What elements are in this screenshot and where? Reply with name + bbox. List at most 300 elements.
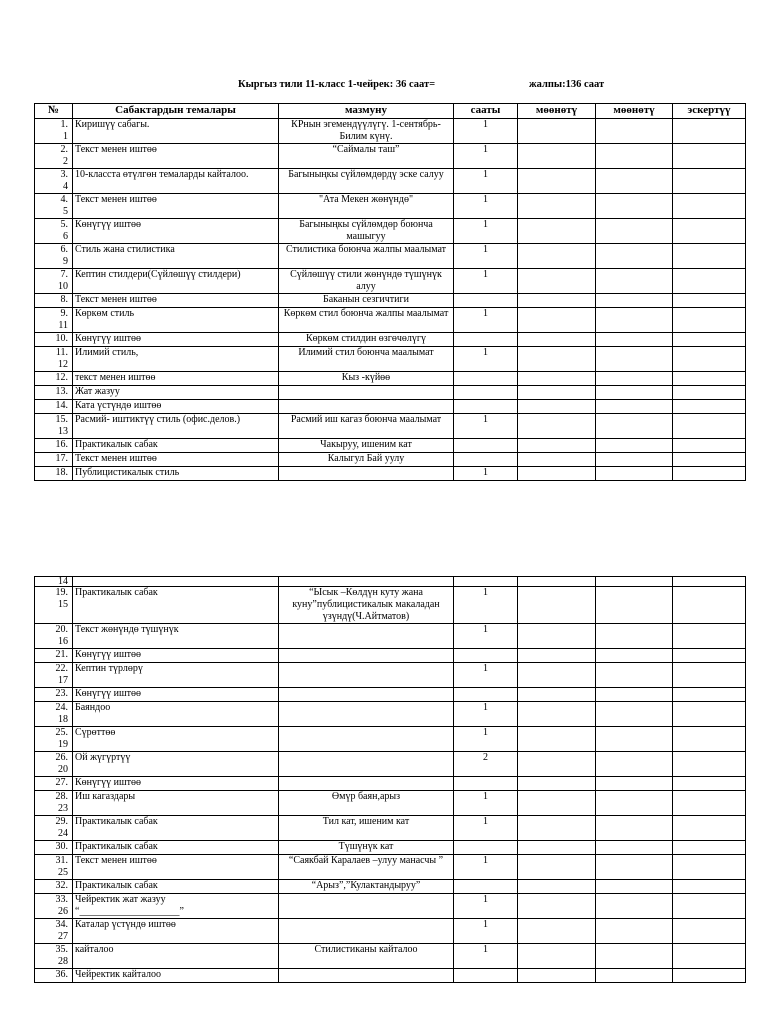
row-hours bbox=[454, 841, 518, 855]
table-row bbox=[35, 688, 746, 702]
row-number: 3. 4 bbox=[35, 169, 73, 194]
row-date-2 bbox=[596, 816, 673, 841]
row-topic: Практикалык сабак bbox=[73, 880, 279, 894]
row-date-1 bbox=[518, 791, 596, 816]
header-notes: эскертүү bbox=[673, 104, 746, 119]
row-content: Баканын сезгичтиги bbox=[279, 294, 454, 308]
header-hours: сааты bbox=[454, 104, 518, 119]
row-topic: Текст менен иштөө bbox=[73, 855, 279, 880]
row-hours: 1 bbox=[454, 219, 518, 244]
row-topic: Ката үстүндө иштөө bbox=[73, 400, 279, 414]
row-note bbox=[673, 752, 746, 777]
row-date-1 bbox=[518, 649, 596, 663]
row-note bbox=[673, 144, 746, 169]
row-note bbox=[673, 294, 746, 308]
row-note bbox=[673, 944, 746, 969]
row-hours bbox=[454, 688, 518, 702]
table-row bbox=[35, 372, 746, 386]
row-content bbox=[279, 919, 454, 944]
row-number: 15. 13 bbox=[35, 414, 73, 439]
row-date-1 bbox=[518, 663, 596, 688]
row-topic: Илимий стиль, bbox=[73, 347, 279, 372]
lesson-plan-table-page1 bbox=[34, 103, 746, 481]
row-content bbox=[279, 702, 454, 727]
row-topic: Кептин түрлөрү bbox=[73, 663, 279, 688]
row-number: 21. bbox=[35, 649, 73, 663]
table-row bbox=[35, 816, 746, 841]
table-row bbox=[35, 624, 746, 649]
row-date-1 bbox=[518, 347, 596, 372]
row-note bbox=[673, 372, 746, 386]
row-number: 16. bbox=[35, 439, 73, 453]
row-note bbox=[673, 649, 746, 663]
row-date-1 bbox=[518, 144, 596, 169]
row-date-1 bbox=[518, 919, 596, 944]
row-content: Калыгул Бай уулу bbox=[279, 453, 454, 467]
row-number: 1. 1 bbox=[35, 119, 73, 144]
row-date-1 bbox=[518, 219, 596, 244]
table-row bbox=[35, 649, 746, 663]
row-date-1 bbox=[518, 944, 596, 969]
row-date-2 bbox=[596, 269, 673, 294]
table-row bbox=[35, 777, 746, 791]
row-number: 20. 16 bbox=[35, 624, 73, 649]
row-note bbox=[673, 467, 746, 481]
row-date-2 bbox=[596, 727, 673, 752]
table-row bbox=[35, 194, 746, 219]
row-content bbox=[279, 386, 454, 400]
table-row bbox=[35, 841, 746, 855]
row-date-2 bbox=[596, 400, 673, 414]
row-topic: Текст менен иштөө bbox=[73, 453, 279, 467]
table-row bbox=[35, 855, 746, 880]
row-hours: 1 bbox=[454, 816, 518, 841]
table-row bbox=[35, 663, 746, 688]
row-date-2 bbox=[596, 777, 673, 791]
row-note bbox=[673, 414, 746, 439]
row-topic: Текст жөнүндө түшүнүк bbox=[73, 624, 279, 649]
row-hours: 1 bbox=[454, 791, 518, 816]
row-content bbox=[279, 663, 454, 688]
row-topic: Практикалык сабак bbox=[73, 587, 279, 624]
row-topic: Жат жазуу bbox=[73, 386, 279, 400]
header-date-1: мөөнөтү bbox=[518, 104, 596, 119]
row-date-2 bbox=[596, 194, 673, 219]
row-number: 18. bbox=[35, 467, 73, 481]
row-number: 22. 17 bbox=[35, 663, 73, 688]
row-topic: Көнүгүү иштөө bbox=[73, 777, 279, 791]
row-date-2 bbox=[596, 841, 673, 855]
row-date-1 bbox=[518, 453, 596, 467]
row-date-1 bbox=[518, 880, 596, 894]
row-number: 34. 27 bbox=[35, 919, 73, 944]
row-topic: Стиль жана стилистика bbox=[73, 244, 279, 269]
row-note bbox=[673, 791, 746, 816]
row-hours: 1 bbox=[454, 624, 518, 649]
row-note bbox=[673, 347, 746, 372]
row-hours bbox=[454, 453, 518, 467]
row-note bbox=[673, 169, 746, 194]
row-hours: 1 bbox=[454, 587, 518, 624]
row-content: Кыз -күйөө bbox=[279, 372, 454, 386]
row-note bbox=[673, 894, 746, 919]
row-note bbox=[673, 308, 746, 333]
row-date-1 bbox=[518, 816, 596, 841]
row-date-1 bbox=[518, 244, 596, 269]
table-row bbox=[35, 386, 746, 400]
table-row bbox=[35, 969, 746, 983]
table-row bbox=[35, 294, 746, 308]
row-content bbox=[279, 894, 454, 919]
row-hours: 1 bbox=[454, 144, 518, 169]
row-date-1 bbox=[518, 777, 596, 791]
row-date-2 bbox=[596, 453, 673, 467]
row-topic: 10-класста өтүлгөн темаларды кайталоо. bbox=[73, 169, 279, 194]
row-date-2 bbox=[596, 467, 673, 481]
row-date-1 bbox=[518, 400, 596, 414]
row-hours bbox=[454, 880, 518, 894]
row-date-2 bbox=[596, 969, 673, 983]
row-number: 5. 6 bbox=[35, 219, 73, 244]
row-content bbox=[279, 752, 454, 777]
row-hours: 2 bbox=[454, 752, 518, 777]
row-note bbox=[673, 119, 746, 144]
row-number: 9. 11 bbox=[35, 308, 73, 333]
table-row bbox=[35, 880, 746, 894]
header-date-2: мөөнөтү bbox=[596, 104, 673, 119]
row-date-2 bbox=[596, 791, 673, 816]
row-content bbox=[279, 969, 454, 983]
table-row bbox=[35, 727, 746, 752]
row-topic: Көркөм стиль bbox=[73, 308, 279, 333]
table-row bbox=[35, 144, 746, 169]
header-content: мазмуну bbox=[279, 104, 454, 119]
row-date-1 bbox=[518, 414, 596, 439]
table-row bbox=[35, 752, 746, 777]
row-date-2 bbox=[596, 219, 673, 244]
row-topic: Кептин стилдери(Сүйлөшүү стилдери) bbox=[73, 269, 279, 294]
row-date-2 bbox=[596, 587, 673, 624]
row-hours: 1 bbox=[454, 169, 518, 194]
row-content: Расмий иш кагаз боюнча маалымат bbox=[279, 414, 454, 439]
row-date-2 bbox=[596, 294, 673, 308]
row-hours: 1 bbox=[454, 347, 518, 372]
row-note bbox=[673, 969, 746, 983]
table-row bbox=[35, 400, 746, 414]
row-content bbox=[279, 688, 454, 702]
row-content: “Арыз”,”Кулактандыруу” bbox=[279, 880, 454, 894]
row-note bbox=[673, 663, 746, 688]
row-note bbox=[673, 269, 746, 294]
row-number: 14 bbox=[35, 577, 73, 587]
row-topic: Практикалык сабак bbox=[73, 816, 279, 841]
row-topic: Расмий- иштиктүү стиль (офис.делов.) bbox=[73, 414, 279, 439]
row-topic: Практикалык сабак bbox=[73, 439, 279, 453]
row-topic: Чейректик кайталоо bbox=[73, 969, 279, 983]
row-content: Стилистика боюнча жалпы маалымат bbox=[279, 244, 454, 269]
row-hours: 1 bbox=[454, 663, 518, 688]
row-number: 28. 23 bbox=[35, 791, 73, 816]
row-note bbox=[673, 439, 746, 453]
row-hours bbox=[454, 969, 518, 983]
row-topic: Көнүгүү иштөө bbox=[73, 333, 279, 347]
row-date-1 bbox=[518, 467, 596, 481]
row-hours: 1 bbox=[454, 702, 518, 727]
table-row bbox=[35, 308, 746, 333]
row-date-2 bbox=[596, 347, 673, 372]
row-topic: Көнүгүү иштөө bbox=[73, 219, 279, 244]
row-hours bbox=[454, 386, 518, 400]
row-number: 19. 15 bbox=[35, 587, 73, 624]
row-number: 36. bbox=[35, 969, 73, 983]
row-hours bbox=[454, 372, 518, 386]
row-date-2 bbox=[596, 894, 673, 919]
row-hours bbox=[454, 294, 518, 308]
row-date-1 bbox=[518, 841, 596, 855]
row-number: 10. bbox=[35, 333, 73, 347]
row-date-2 bbox=[596, 649, 673, 663]
table-row bbox=[35, 467, 746, 481]
table-row bbox=[35, 453, 746, 467]
row-date-1 bbox=[518, 439, 596, 453]
row-content: Илимий стил боюнча маалымат bbox=[279, 347, 454, 372]
row-content: Сүйлөшүү стили жөнүндө түшүнүк алуу bbox=[279, 269, 454, 294]
row-date-2 bbox=[596, 688, 673, 702]
row-topic: Сүрөттөө bbox=[73, 727, 279, 752]
row-date-2 bbox=[596, 144, 673, 169]
row-content bbox=[279, 577, 454, 587]
row-hours: 1 bbox=[454, 919, 518, 944]
row-note bbox=[673, 919, 746, 944]
row-date-2 bbox=[596, 663, 673, 688]
row-date-2 bbox=[596, 372, 673, 386]
row-content: КРнын эгемендүүлүгү. 1-сентябрь-Билим күнү. bbox=[279, 119, 454, 144]
row-content: Багыныңкы сүйлөмдөрдү эске салуу bbox=[279, 169, 454, 194]
row-date-1 bbox=[518, 372, 596, 386]
row-content: Чакыруу, ишеним кат bbox=[279, 439, 454, 453]
row-number: 14. bbox=[35, 400, 73, 414]
row-hours: 1 bbox=[454, 308, 518, 333]
row-hours: 1 bbox=[454, 269, 518, 294]
row-date-2 bbox=[596, 333, 673, 347]
title-quarter: Кыргыз тили 11-класс 1-чейрек: 36 саат= bbox=[238, 79, 436, 90]
row-hours: 1 bbox=[454, 467, 518, 481]
header-topics: Сабактардын темалары bbox=[73, 104, 279, 119]
table-row bbox=[35, 577, 746, 587]
row-date-2 bbox=[596, 577, 673, 587]
row-date-1 bbox=[518, 269, 596, 294]
row-note bbox=[673, 688, 746, 702]
lesson-plan-table-page2 bbox=[34, 576, 746, 983]
table-row bbox=[35, 244, 746, 269]
row-date-2 bbox=[596, 169, 673, 194]
row-date-1 bbox=[518, 587, 596, 624]
row-note bbox=[673, 855, 746, 880]
row-date-1 bbox=[518, 688, 596, 702]
row-topic: Текст менен иштөө bbox=[73, 294, 279, 308]
row-content: "Ата Мекен жөнүндө" bbox=[279, 194, 454, 219]
row-number: 31. 25 bbox=[35, 855, 73, 880]
table-row bbox=[35, 894, 746, 919]
row-content: Көркөм стилдин өзгөчөлүгү bbox=[279, 333, 454, 347]
row-date-1 bbox=[518, 119, 596, 144]
row-date-1 bbox=[518, 702, 596, 727]
row-note bbox=[673, 624, 746, 649]
row-note bbox=[673, 577, 746, 587]
row-number: 23. bbox=[35, 688, 73, 702]
table-row bbox=[35, 702, 746, 727]
row-number: 35. 28 bbox=[35, 944, 73, 969]
row-note bbox=[673, 727, 746, 752]
row-content bbox=[279, 467, 454, 481]
row-date-2 bbox=[596, 880, 673, 894]
row-date-1 bbox=[518, 169, 596, 194]
row-date-2 bbox=[596, 119, 673, 144]
row-number: 11. 12 bbox=[35, 347, 73, 372]
row-date-2 bbox=[596, 439, 673, 453]
row-note bbox=[673, 880, 746, 894]
row-number: 32. bbox=[35, 880, 73, 894]
row-note bbox=[673, 587, 746, 624]
row-hours bbox=[454, 649, 518, 663]
row-hours: 1 bbox=[454, 194, 518, 219]
row-note bbox=[673, 400, 746, 414]
row-note bbox=[673, 219, 746, 244]
row-date-1 bbox=[518, 577, 596, 587]
row-content bbox=[279, 649, 454, 663]
row-note bbox=[673, 244, 746, 269]
table-header-row bbox=[35, 104, 746, 119]
row-date-2 bbox=[596, 752, 673, 777]
row-topic: Ой жүгүртүү bbox=[73, 752, 279, 777]
row-hours: 1 bbox=[454, 855, 518, 880]
row-note bbox=[673, 816, 746, 841]
row-content: Көркөм стил боюнча жалпы маалымат bbox=[279, 308, 454, 333]
row-topic: текст менен иштөө bbox=[73, 372, 279, 386]
table-row bbox=[35, 333, 746, 347]
row-number: 12. bbox=[35, 372, 73, 386]
table-row bbox=[35, 169, 746, 194]
row-hours: 1 bbox=[454, 244, 518, 269]
row-date-1 bbox=[518, 194, 596, 219]
row-date-1 bbox=[518, 894, 596, 919]
row-topic: кайталоо bbox=[73, 944, 279, 969]
row-date-2 bbox=[596, 919, 673, 944]
row-note bbox=[673, 841, 746, 855]
title-total: жалпы:136 саат bbox=[529, 79, 605, 90]
row-date-1 bbox=[518, 624, 596, 649]
row-content bbox=[279, 400, 454, 414]
row-number: 8. bbox=[35, 294, 73, 308]
row-number: 13. bbox=[35, 386, 73, 400]
row-topic: Практикалык сабак bbox=[73, 841, 279, 855]
row-hours: 1 bbox=[454, 414, 518, 439]
row-date-2 bbox=[596, 414, 673, 439]
row-note bbox=[673, 777, 746, 791]
table-row bbox=[35, 347, 746, 372]
table-row bbox=[35, 944, 746, 969]
row-date-2 bbox=[596, 855, 673, 880]
row-hours bbox=[454, 333, 518, 347]
row-date-1 bbox=[518, 855, 596, 880]
row-number: 29. 24 bbox=[35, 816, 73, 841]
row-number: 2. 2 bbox=[35, 144, 73, 169]
row-date-2 bbox=[596, 702, 673, 727]
row-number: 17. bbox=[35, 453, 73, 467]
row-date-2 bbox=[596, 624, 673, 649]
row-content: Өмүр баян,арыз bbox=[279, 791, 454, 816]
row-number: 25. 19 bbox=[35, 727, 73, 752]
row-number: 24. 18 bbox=[35, 702, 73, 727]
row-content bbox=[279, 777, 454, 791]
row-topic: Публицистикалык стиль bbox=[73, 467, 279, 481]
row-topic: Баяндоо bbox=[73, 702, 279, 727]
row-hours: 1 bbox=[454, 894, 518, 919]
row-topic: Текст менен иштөө bbox=[73, 144, 279, 169]
row-hours: 1 bbox=[454, 727, 518, 752]
row-content: Стилистиканы кайталоо bbox=[279, 944, 454, 969]
row-topic: Көнүгүү иштөө bbox=[73, 649, 279, 663]
table-row bbox=[35, 219, 746, 244]
row-content: Түшүнүк кат bbox=[279, 841, 454, 855]
row-hours bbox=[454, 439, 518, 453]
row-topic: Киришүү сабагы. bbox=[73, 119, 279, 144]
row-number: 4. 5 bbox=[35, 194, 73, 219]
row-content bbox=[279, 624, 454, 649]
row-topic: Текст менен иштөө bbox=[73, 194, 279, 219]
header-number: № bbox=[35, 104, 73, 119]
table-row bbox=[35, 269, 746, 294]
row-topic: Көнүгүү иштөө bbox=[73, 688, 279, 702]
row-number: 30. bbox=[35, 841, 73, 855]
row-date-2 bbox=[596, 386, 673, 400]
row-hours: 1 bbox=[454, 119, 518, 144]
row-date-2 bbox=[596, 308, 673, 333]
row-topic: Чейректик жат жазуу “____________________” bbox=[73, 894, 279, 919]
table-row bbox=[35, 791, 746, 816]
table-row bbox=[35, 439, 746, 453]
row-content: Тил кат, ишеним кат bbox=[279, 816, 454, 841]
row-content: “Саймалы таш” bbox=[279, 144, 454, 169]
table-row bbox=[35, 119, 746, 144]
row-number: 7. 10 bbox=[35, 269, 73, 294]
row-date-1 bbox=[518, 727, 596, 752]
row-content: “Ысык –Көлдүн куту жана куну”публицистикалык макаладан үзүндү(Ч.Айтматов) bbox=[279, 587, 454, 624]
row-number: 6. 9 bbox=[35, 244, 73, 269]
row-note bbox=[673, 702, 746, 727]
row-topic bbox=[73, 577, 279, 587]
row-date-1 bbox=[518, 386, 596, 400]
row-content: Багыныңкы сүйлөмдөр боюнча машыгуу bbox=[279, 219, 454, 244]
row-note bbox=[673, 333, 746, 347]
row-date-1 bbox=[518, 752, 596, 777]
row-number: 33. 26 bbox=[35, 894, 73, 919]
table-row bbox=[35, 587, 746, 624]
row-topic: Каталар үстүндө иштөө bbox=[73, 919, 279, 944]
row-date-1 bbox=[518, 333, 596, 347]
table-row bbox=[35, 414, 746, 439]
row-note bbox=[673, 194, 746, 219]
table-row bbox=[35, 919, 746, 944]
row-hours: 1 bbox=[454, 944, 518, 969]
row-hours bbox=[454, 577, 518, 587]
row-date-2 bbox=[596, 944, 673, 969]
row-content: “Саякбай Каралаев –улуу манасчы ” bbox=[279, 855, 454, 880]
row-note bbox=[673, 453, 746, 467]
row-number: 27. bbox=[35, 777, 73, 791]
row-date-2 bbox=[596, 244, 673, 269]
row-content bbox=[279, 727, 454, 752]
